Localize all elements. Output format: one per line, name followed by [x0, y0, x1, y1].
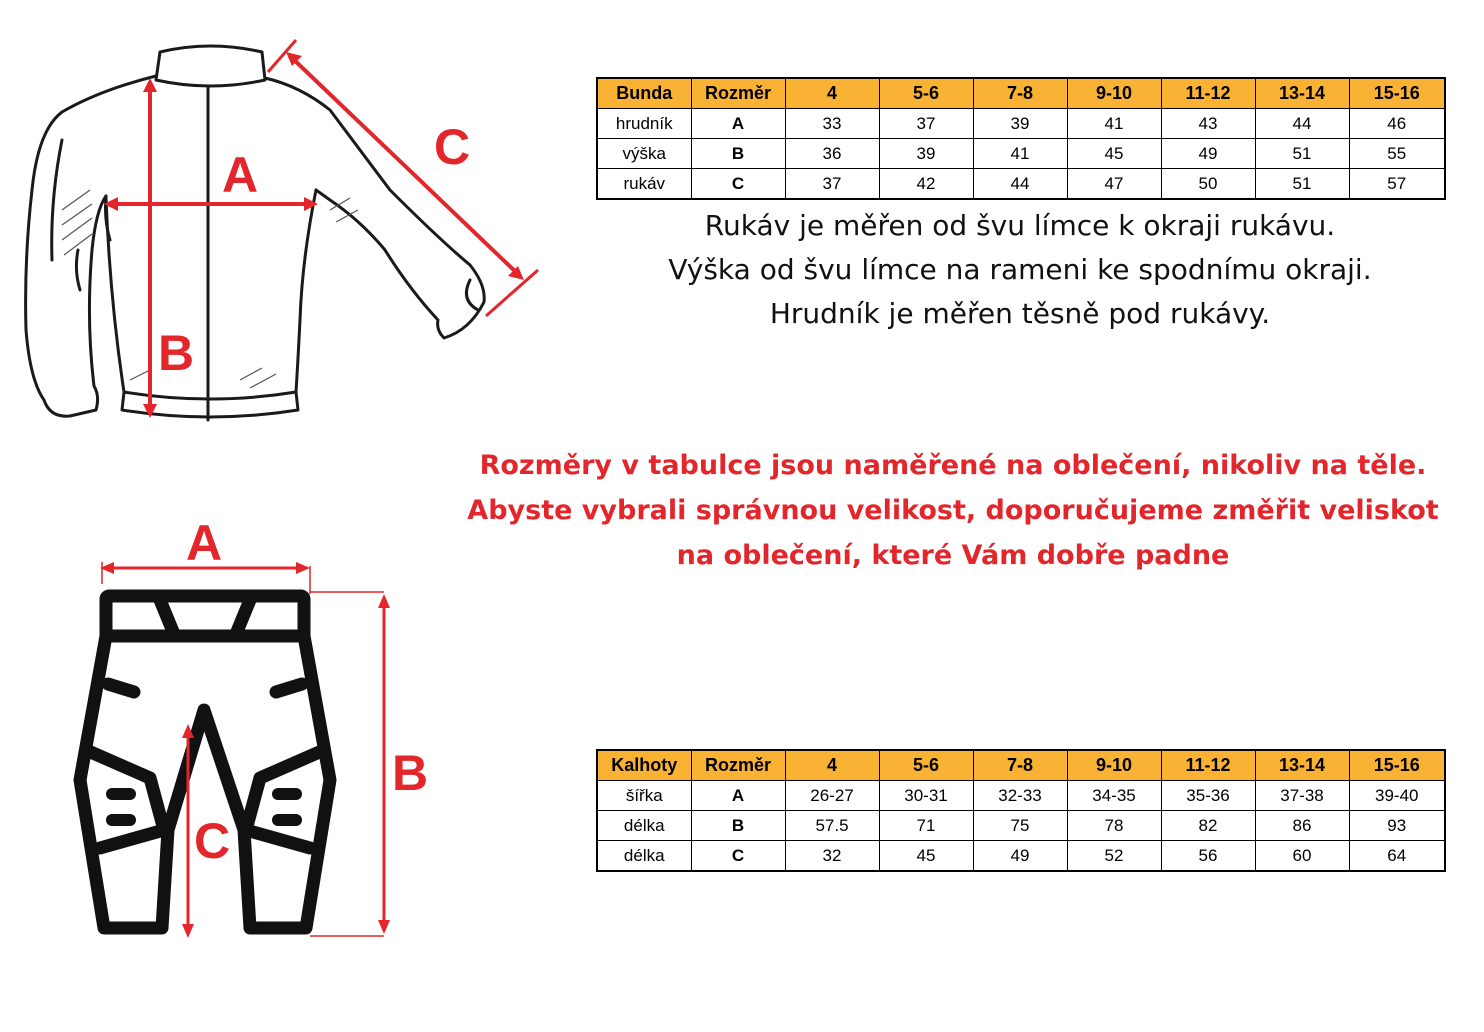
- jacket-label-a: A: [222, 147, 259, 203]
- header-cell: 7-8: [973, 750, 1067, 781]
- pants-illustration: [0, 500, 460, 960]
- table-cell: 56: [1161, 841, 1255, 872]
- header-cell: 11-12: [1161, 750, 1255, 781]
- table-cell: 41: [1067, 109, 1161, 139]
- jacket-illustration: [0, 0, 560, 440]
- row-name: rukáv: [597, 169, 691, 200]
- header-cell: 13-14: [1255, 78, 1349, 109]
- jacket-body: [106, 190, 316, 392]
- table-cell: 49: [973, 841, 1067, 872]
- header-cell: 7-8: [973, 78, 1067, 109]
- table-cell: 45: [879, 841, 973, 872]
- table-cell: 42: [879, 169, 973, 200]
- table-cell: 86: [1255, 811, 1349, 841]
- header-cell: 9-10: [1067, 78, 1161, 109]
- table-row: [597, 139, 1445, 169]
- jacket-label-c: C: [434, 119, 471, 175]
- jacket-collar: [156, 46, 265, 86]
- table-cell: 64: [1349, 841, 1445, 872]
- table-cell: 41: [973, 139, 1067, 169]
- note-sleeve: Rukáv je měřen od švu límce k okraji rukávu.: [704, 209, 1336, 242]
- pants-label-b: B: [392, 745, 429, 801]
- table-row: [597, 841, 1445, 872]
- warning-line-3: na oblečení, které Vám dobře padne: [676, 540, 1230, 571]
- header-cell: 11-12: [1161, 78, 1255, 109]
- table-cell: 52: [1067, 841, 1161, 872]
- header-cell: Bunda: [597, 78, 691, 109]
- row-code: B: [691, 811, 785, 841]
- table-cell: 55: [1349, 139, 1445, 169]
- header-cell: Kalhoty: [597, 750, 691, 781]
- row-code: B: [691, 139, 785, 169]
- row-code: A: [691, 109, 785, 139]
- table-cell: 71: [879, 811, 973, 841]
- table-cell: 26-27: [785, 781, 879, 811]
- table-cell: 82: [1161, 811, 1255, 841]
- pants-size-table: [596, 749, 1446, 872]
- table-header-row: [597, 750, 1445, 781]
- table-cell: 44: [973, 169, 1067, 200]
- header-cell: Rozměr: [691, 750, 785, 781]
- row-code: A: [691, 781, 785, 811]
- table-cell: 37: [879, 109, 973, 139]
- pants-waistband: [106, 596, 304, 636]
- table-cell: 51: [1255, 139, 1349, 169]
- table-cell: 34-35: [1067, 781, 1161, 811]
- table-row: [597, 169, 1445, 200]
- table-cell: 39: [879, 139, 973, 169]
- row-code: C: [691, 841, 785, 872]
- table-cell: 46: [1349, 109, 1445, 139]
- pants-legs: [80, 636, 330, 928]
- measurement-warning: [455, 443, 1451, 578]
- table-cell: 32-33: [973, 781, 1067, 811]
- header-cell: Rozměr: [691, 78, 785, 109]
- table-header-row: [597, 78, 1445, 109]
- table-cell: 75: [973, 811, 1067, 841]
- row-name: délka: [597, 841, 691, 872]
- table-cell: 33: [785, 109, 879, 139]
- note-height: Výška od švu límce na rameni ke spodnímu okraji.: [668, 253, 1372, 286]
- table-cell: 39-40: [1349, 781, 1445, 811]
- row-name: délka: [597, 811, 691, 841]
- table-cell: 49: [1161, 139, 1255, 169]
- table-cell: 36: [785, 139, 879, 169]
- pants-label-a: A: [186, 515, 223, 571]
- table-cell: 45: [1067, 139, 1161, 169]
- row-name: výška: [597, 139, 691, 169]
- table-row: [597, 811, 1445, 841]
- table-cell: 50: [1161, 169, 1255, 200]
- table-cell: 44: [1255, 109, 1349, 139]
- header-cell: 15-16: [1349, 78, 1445, 109]
- table-cell: 37-38: [1255, 781, 1349, 811]
- table-cell: 43: [1161, 109, 1255, 139]
- jacket-outline: [26, 76, 485, 416]
- warning-line-2: Abyste vybrali správnou velikost, doporučujeme změřit veliskot: [467, 495, 1439, 526]
- table-cell: 32: [785, 841, 879, 872]
- row-name: šířka: [597, 781, 691, 811]
- table-cell: 47: [1067, 169, 1161, 200]
- table-cell: 37: [785, 169, 879, 200]
- warning-line-1: Rozměry v tabulce jsou naměřené na oblečení, nikoliv na těle.: [479, 450, 1427, 481]
- table-cell: 78: [1067, 811, 1161, 841]
- table-cell: 93: [1349, 811, 1445, 841]
- table-cell: 57.5: [785, 811, 879, 841]
- header-cell: 5-6: [879, 78, 973, 109]
- note-chest: Hrudník je měřen těsně pod rukávy.: [769, 297, 1271, 330]
- jacket-label-b: B: [158, 325, 195, 381]
- header-cell: 9-10: [1067, 750, 1161, 781]
- table-cell: 51: [1255, 169, 1349, 200]
- measurement-notes: [596, 204, 1444, 336]
- header-cell: 5-6: [879, 750, 973, 781]
- header-cell: 15-16: [1349, 750, 1445, 781]
- table-cell: 30-31: [879, 781, 973, 811]
- header-cell: 4: [785, 78, 879, 109]
- row-name: hrudník: [597, 109, 691, 139]
- table-cell: 39: [973, 109, 1067, 139]
- table-row: [597, 109, 1445, 139]
- header-cell: 4: [785, 750, 879, 781]
- jacket-size-table: [596, 77, 1446, 200]
- table-cell: 35-36: [1161, 781, 1255, 811]
- row-code: C: [691, 169, 785, 200]
- header-cell: 13-14: [1255, 750, 1349, 781]
- table-cell: 60: [1255, 841, 1349, 872]
- table-row: [597, 781, 1445, 811]
- jacket-measure-c-line: [290, 56, 520, 276]
- table-cell: 57: [1349, 169, 1445, 200]
- pants-label-c: C: [194, 813, 231, 869]
